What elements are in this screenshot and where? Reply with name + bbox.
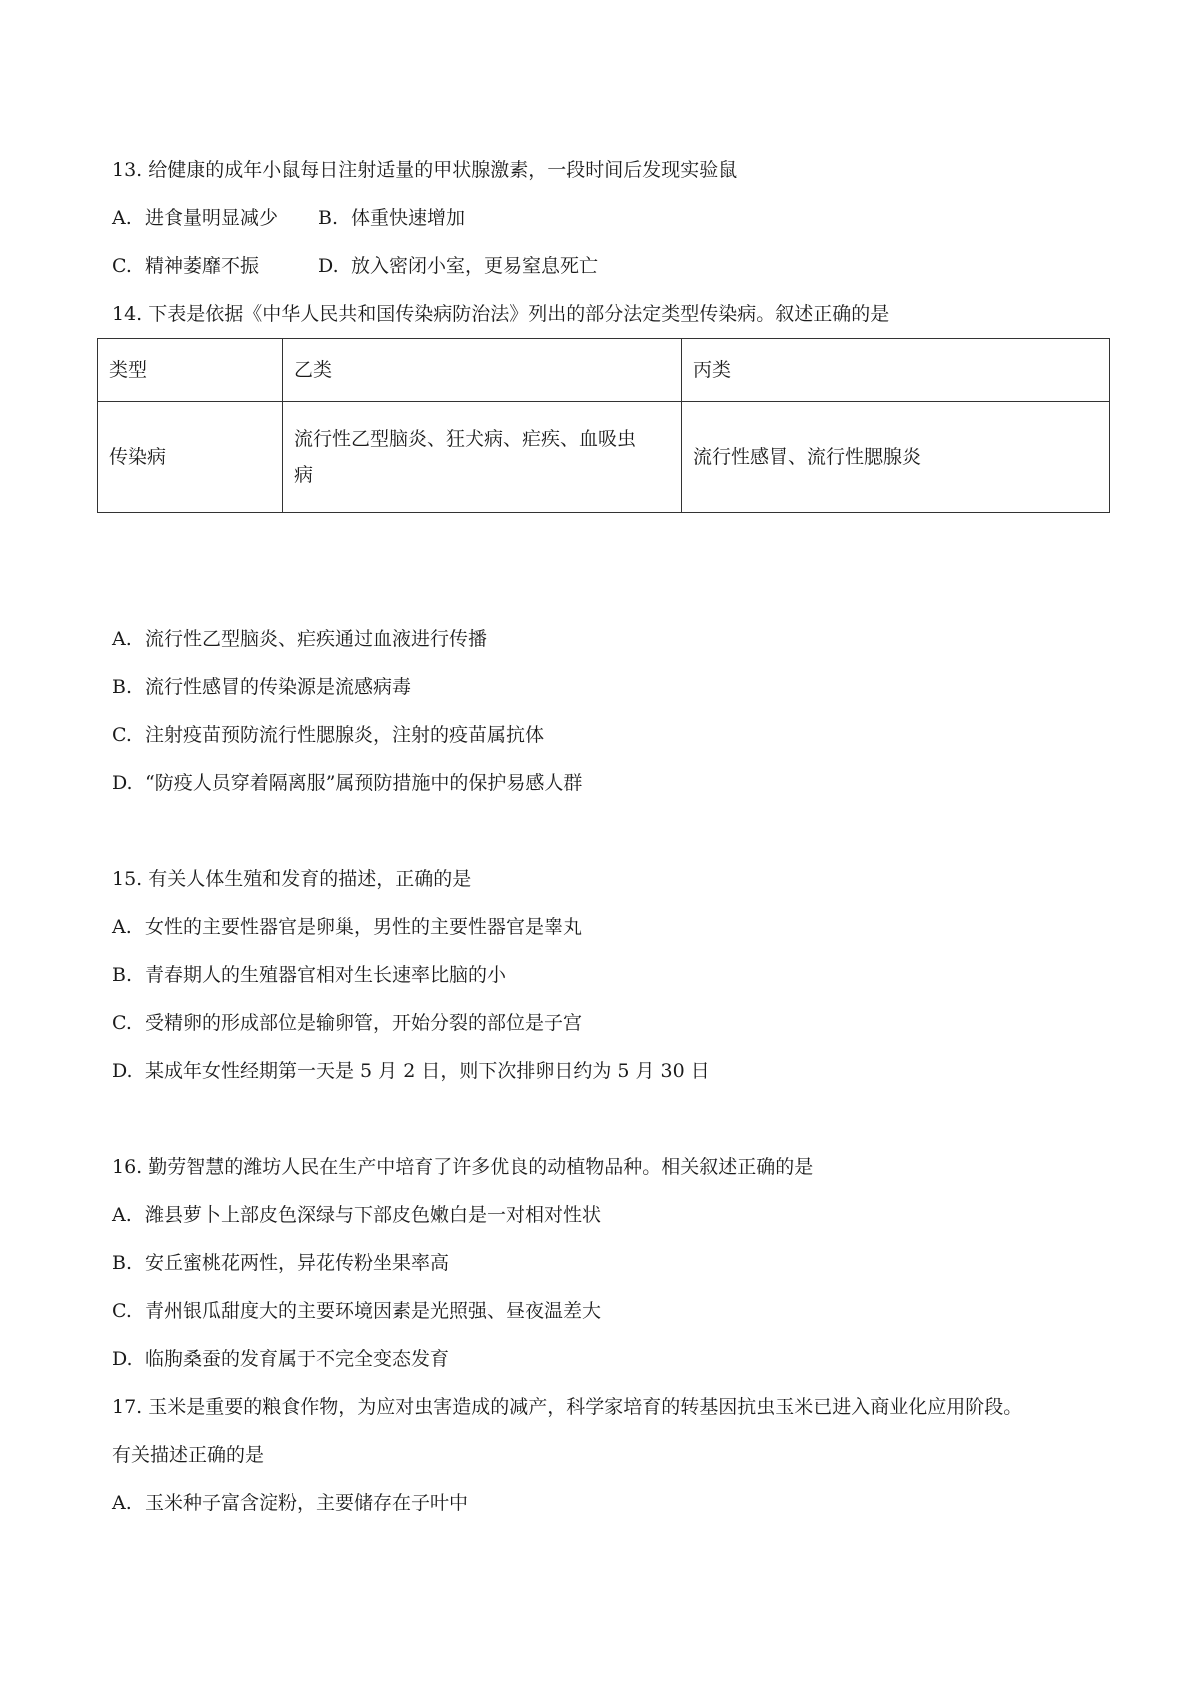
q15-stem: 15. 有关人体生殖和发育的描述，正确的是	[112, 868, 472, 890]
option-text: 受精卵的形成部位是输卵管，开始分裂的部位是子宫	[145, 1012, 583, 1034]
q13-option-d	[318, 253, 598, 279]
q13-stem: 13. 给健康的成年小鼠每日注射适量的甲状腺激素，一段时间后发现实验鼠	[112, 159, 738, 181]
option-letter: D.	[112, 1348, 133, 1370]
table-cell-class-c: 流行性感冒、流行性腮腺炎	[682, 402, 1110, 513]
option-text: 放入密闭小室，更易窒息死亡	[351, 255, 599, 277]
option-letter: B.	[112, 964, 133, 986]
option-text: 某成年女性经期第一天是 5 月 2 日，则下次排卵日约为 5 月 30 日	[145, 1060, 710, 1082]
option-letter: C.	[112, 1300, 132, 1322]
q15-option-b	[112, 962, 506, 988]
option-letter: A.	[112, 628, 132, 650]
option-text: 注射疫苗预防流行性腮腺炎，注射的疫苗属抗体	[145, 724, 545, 746]
option-text: 精神萎靡不振	[145, 255, 260, 277]
q15-option-c	[112, 1010, 582, 1036]
option-text: 临朐桑蚕的发育属于不完全变态发育	[145, 1348, 450, 1370]
q14-option-a	[112, 626, 487, 652]
q17-stem-line-2: 有关描述正确的是	[112, 1444, 265, 1466]
option-letter: A.	[112, 1204, 132, 1226]
q13-option-b	[318, 205, 465, 231]
option-letter: C.	[112, 255, 132, 277]
option-text: 玉米种子富含淀粉，主要储存在子叶中	[145, 1492, 469, 1514]
q13-options-row-2	[112, 253, 598, 279]
option-text: 安丘蜜桃花两性，异花传粉坐果率高	[145, 1252, 450, 1274]
table-header-row	[98, 339, 1110, 402]
table-header-cell: 类型	[98, 339, 283, 402]
option-text: 潍县萝卜上部皮色深绿与下部皮色嫩白是一对相对性状	[145, 1204, 602, 1226]
table-row	[98, 402, 1110, 513]
q16-option-a	[112, 1202, 601, 1228]
option-text: 流行性感冒的传染源是流感病毒	[145, 676, 412, 698]
q15-option-a	[112, 914, 582, 940]
option-letter: D.	[112, 772, 133, 794]
option-letter: C.	[112, 1012, 132, 1034]
table-row-label: 传染病	[98, 402, 283, 513]
table-header-cell: 乙类	[283, 339, 682, 402]
option-text: 体重快速增加	[351, 207, 466, 229]
q13-options-row-1	[112, 205, 465, 231]
option-letter: B.	[112, 1252, 133, 1274]
q14-option-b	[112, 674, 411, 700]
q16-stem: 16. 勤劳智慧的潍坊人民在生产中培育了许多优良的动植物品种。相关叙述正确的是	[112, 1156, 814, 1178]
option-letter: A.	[112, 1492, 132, 1514]
q14-option-d	[112, 770, 582, 796]
q13-option-c	[112, 253, 312, 279]
option-text: 青州银瓜甜度大的主要环境因素是光照强、昼夜温差大	[145, 1300, 602, 1322]
q14-option-c	[112, 722, 544, 748]
cell-line: 流行性乙型脑炎、狂犬病、疟疾、血吸虫	[294, 428, 637, 450]
disease-table	[97, 338, 1110, 513]
option-letter: A.	[112, 916, 132, 938]
q16-option-b	[112, 1250, 449, 1276]
q16-option-c	[112, 1298, 601, 1324]
table-cell-class-b	[283, 402, 682, 513]
option-text: “防疫人员穿着隔离服”属预防措施中的保护易感人群	[145, 772, 583, 794]
option-text: 青春期人的生殖器官相对生长速率比脑的小	[145, 964, 507, 986]
option-text: 流行性乙型脑炎、疟疾通过血液进行传播	[145, 628, 488, 650]
option-letter: B.	[318, 207, 339, 229]
option-text: 女性的主要性器官是卵巢，男性的主要性器官是睾丸	[145, 916, 583, 938]
cell-line: 病	[294, 464, 314, 486]
option-letter: A.	[112, 207, 132, 229]
q17-option-a	[112, 1490, 468, 1516]
q17-stem-line-1: 17. 玉米是重要的粮食作物，为应对虫害造成的减产，科学家培育的转基因抗虫玉米已进入商业化应用阶段。	[112, 1396, 1023, 1418]
table-header-cell: 丙类	[682, 339, 1110, 402]
option-letter: C.	[112, 724, 132, 746]
q16-option-d	[112, 1346, 449, 1372]
option-letter: B.	[112, 676, 133, 698]
option-letter: D.	[318, 255, 339, 277]
q14-stem: 14. 下表是依据《中华人民共和国传染病防治法》列出的部分法定类型传染病。叙述正确的是	[112, 303, 890, 325]
q15-option-d	[112, 1058, 710, 1084]
option-letter: D.	[112, 1060, 133, 1082]
option-text: 进食量明显减少	[145, 207, 279, 229]
q13-option-a	[112, 205, 312, 231]
